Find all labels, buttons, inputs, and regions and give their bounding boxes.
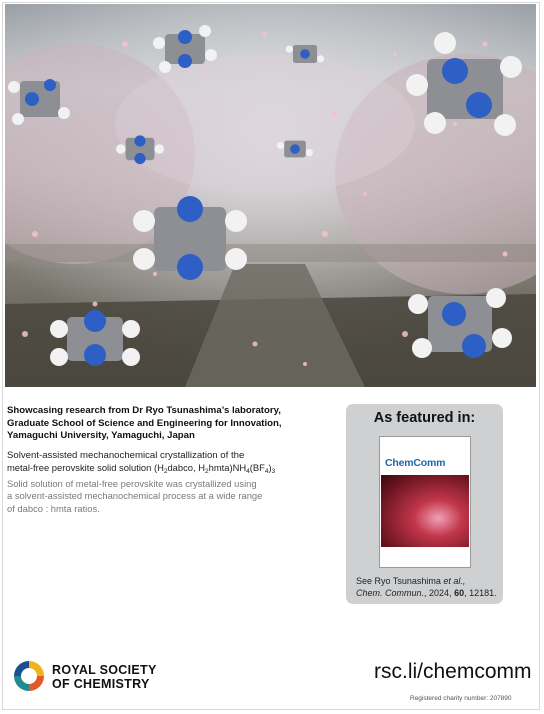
formula-subscript: 4 bbox=[246, 468, 250, 475]
formula-subscript: 2 bbox=[205, 468, 209, 475]
description-line: Solid solution of metal-free perovskite was crystallized using bbox=[7, 478, 257, 489]
formula-subscript: 3 bbox=[271, 468, 276, 475]
description-line: of dabco : hmta ratios. bbox=[7, 502, 100, 514]
cover-image bbox=[5, 4, 536, 387]
formula-subscript: 4 bbox=[264, 468, 269, 475]
citation-etal: et al., bbox=[443, 576, 466, 586]
publisher-name bbox=[52, 663, 157, 691]
cherry-blossom-scene bbox=[5, 4, 536, 387]
showcase-line: Graduate School of Science and Engineering for Innovation, bbox=[7, 417, 282, 429]
article-description bbox=[7, 478, 327, 515]
article-title: Solvent-assisted mechanochemical crystallization of the bbox=[7, 450, 245, 461]
showcase-line: Yamaguchi University, Yamaguchi, Japan bbox=[7, 430, 195, 441]
journal-url-link[interactable]: rsc.li/chemcomm bbox=[374, 660, 532, 683]
formula-subscript: 2 bbox=[163, 468, 168, 475]
citation-pages: , 12181. bbox=[464, 587, 497, 598]
showcase-line: Showcasing research from Dr Ryo Tsunashima’s laboratory, bbox=[7, 405, 281, 416]
citation-volume: 60 bbox=[454, 587, 465, 598]
description-line: a solvent-assisted mechanochemical process at a wide range bbox=[7, 490, 263, 502]
citation-authors: See Ryo Tsunashima bbox=[356, 576, 444, 586]
showcase-heading bbox=[7, 405, 327, 443]
citation bbox=[356, 576, 506, 599]
formula-part: dabco, H bbox=[167, 462, 205, 473]
charity-number: Registered charity number: 207890 bbox=[410, 695, 512, 702]
article-title-formula bbox=[7, 462, 275, 475]
featured-heading: As featured in: bbox=[373, 410, 476, 426]
formula-part: hmta)NH bbox=[208, 462, 247, 473]
citation-journal: Chem. Commun. bbox=[356, 587, 425, 598]
formula-part: (BF bbox=[249, 462, 265, 473]
publisher-name-line: ROYAL SOCIETY bbox=[52, 663, 157, 677]
rsc-logo-icon bbox=[12, 659, 46, 693]
formula-part: ) bbox=[268, 462, 272, 473]
formula-part: metal-free perovskite solid solution (H bbox=[7, 462, 164, 473]
publisher-name-line: OF CHEMISTRY bbox=[52, 677, 150, 691]
citation-year: , 2024, bbox=[424, 587, 455, 598]
journal-cover-thumbnail[interactable] bbox=[379, 436, 471, 568]
journal-logo: ChemComm bbox=[385, 457, 446, 469]
cover-art-image bbox=[381, 475, 469, 547]
citation-line bbox=[356, 576, 506, 588]
citation-line bbox=[356, 588, 506, 600]
